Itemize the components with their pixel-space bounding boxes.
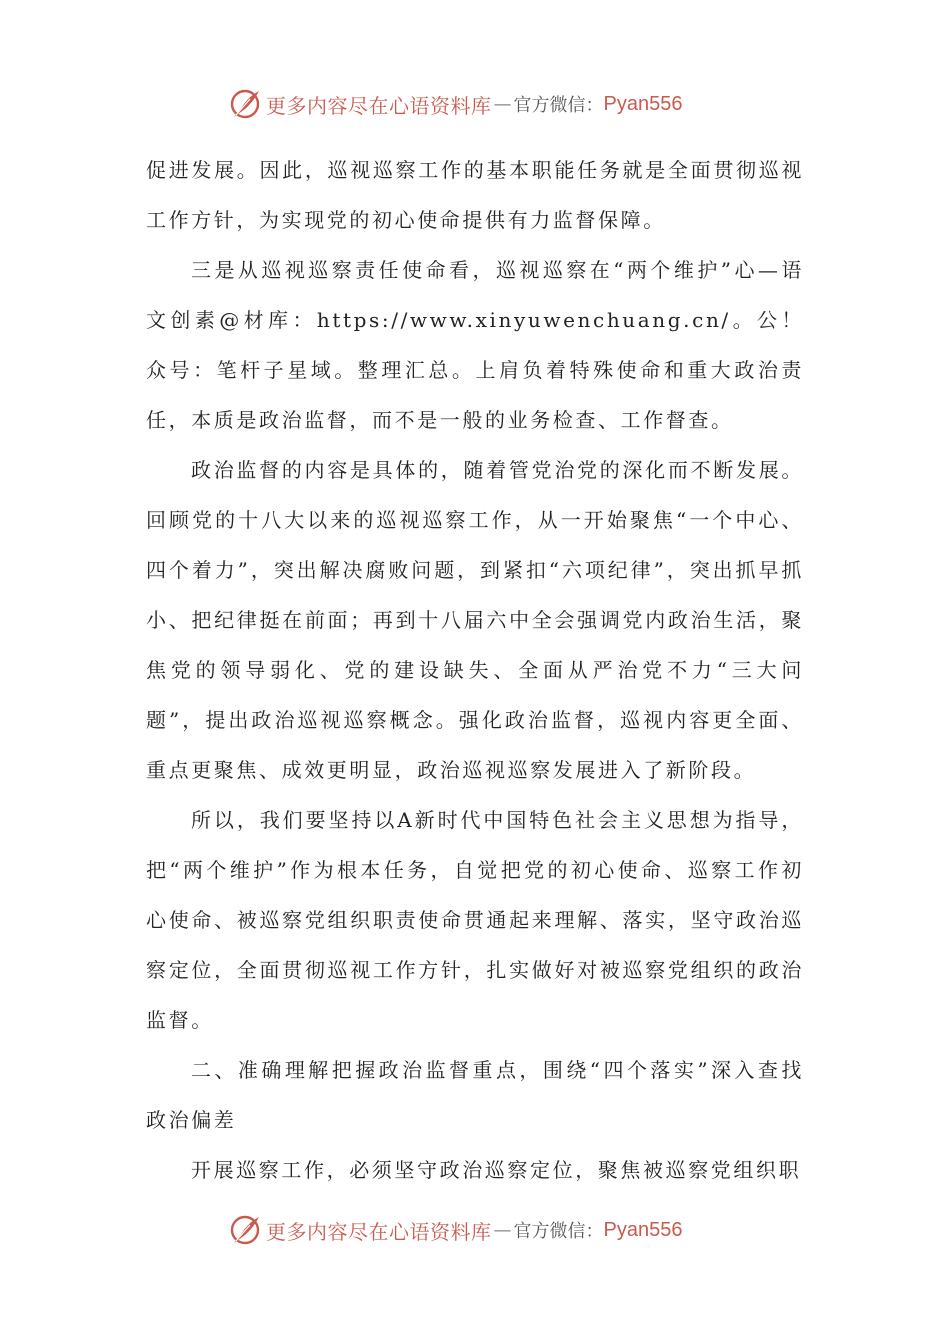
section-heading: 二、准确理解把握政治监督重点，围绕“四个落实”深入查找政治偏差 (146, 1058, 804, 1132)
footer-banner (228, 1210, 748, 1250)
banner-wechat-id: Pyan556 (603, 92, 683, 115)
banner-title: 更多内容尽在心语资料库 (266, 1219, 492, 1244)
banner-wechat-label: 官方微信： (513, 1221, 604, 1242)
header-banner (228, 84, 748, 124)
paragraph-2: 三是从巡视巡察责任使命看，巡视巡察在“两个维护”心—语文创素@材库：https://www.xinyuwenchuang.cn/。公！众号：笔杆子星域。整理汇总。上肩负着特殊使命和重大政治责任，本质是政治监督，而不是一般的业务检查、工作督查。 (146, 258, 804, 432)
banner-dash: — (493, 1219, 512, 1241)
paragraph-5: 开展巡察工作，必须坚守政治巡察定位，聚焦被巡察党组织职 (191, 1158, 802, 1182)
banner-wechat-label: 官方微信： (513, 95, 604, 116)
banner-wechat-id: Pyan556 (603, 1218, 683, 1241)
banner-dash: — (493, 93, 512, 115)
banner-title: 更多内容尽在心语资料库 (266, 93, 492, 118)
paragraph-3: 政治监督的内容是具体的，随着管党治党的深化而不断发展。回顾党的十八大以来的巡视巡察工作，从一开始聚焦“一个中心、四个着力”，突出解决腐败问题，到紧扣“六项纪律”，突出抓早抓小、把纪律挺在前面；再到十八届六中全会强调党内政治生活，聚焦党的领导弱化、党的建设缺失、全面从严治党不力“三大问题”，提出政治巡视巡察概念。强化政治监督，巡视内容更全面、重点更聚焦、成效更明显，政治巡视巡察发展进入了新阶段。 (146, 458, 804, 782)
paragraph-4: 所以，我们要坚持以A新时代中国特色社会主义思想为指导，把“两个维护”作为根本任务，自觉把党的初心使命、巡察工作初心使命、被巡察党组织职责使命贯通起来理解、落实，坚守政治巡察定位，全面贯彻巡视工作方针，扎实做好对被巡察党组织的政治监督。 (146, 808, 804, 1032)
paragraph-1: 促进发展。因此，巡视巡察工作的基本职能任务就是全面贯彻巡视工作方针，为实现党的初心使命提供有力监督保障。 (146, 158, 804, 232)
quill-logo-icon (228, 1213, 262, 1247)
document-body (146, 145, 804, 1195)
quill-logo-icon (228, 87, 262, 121)
